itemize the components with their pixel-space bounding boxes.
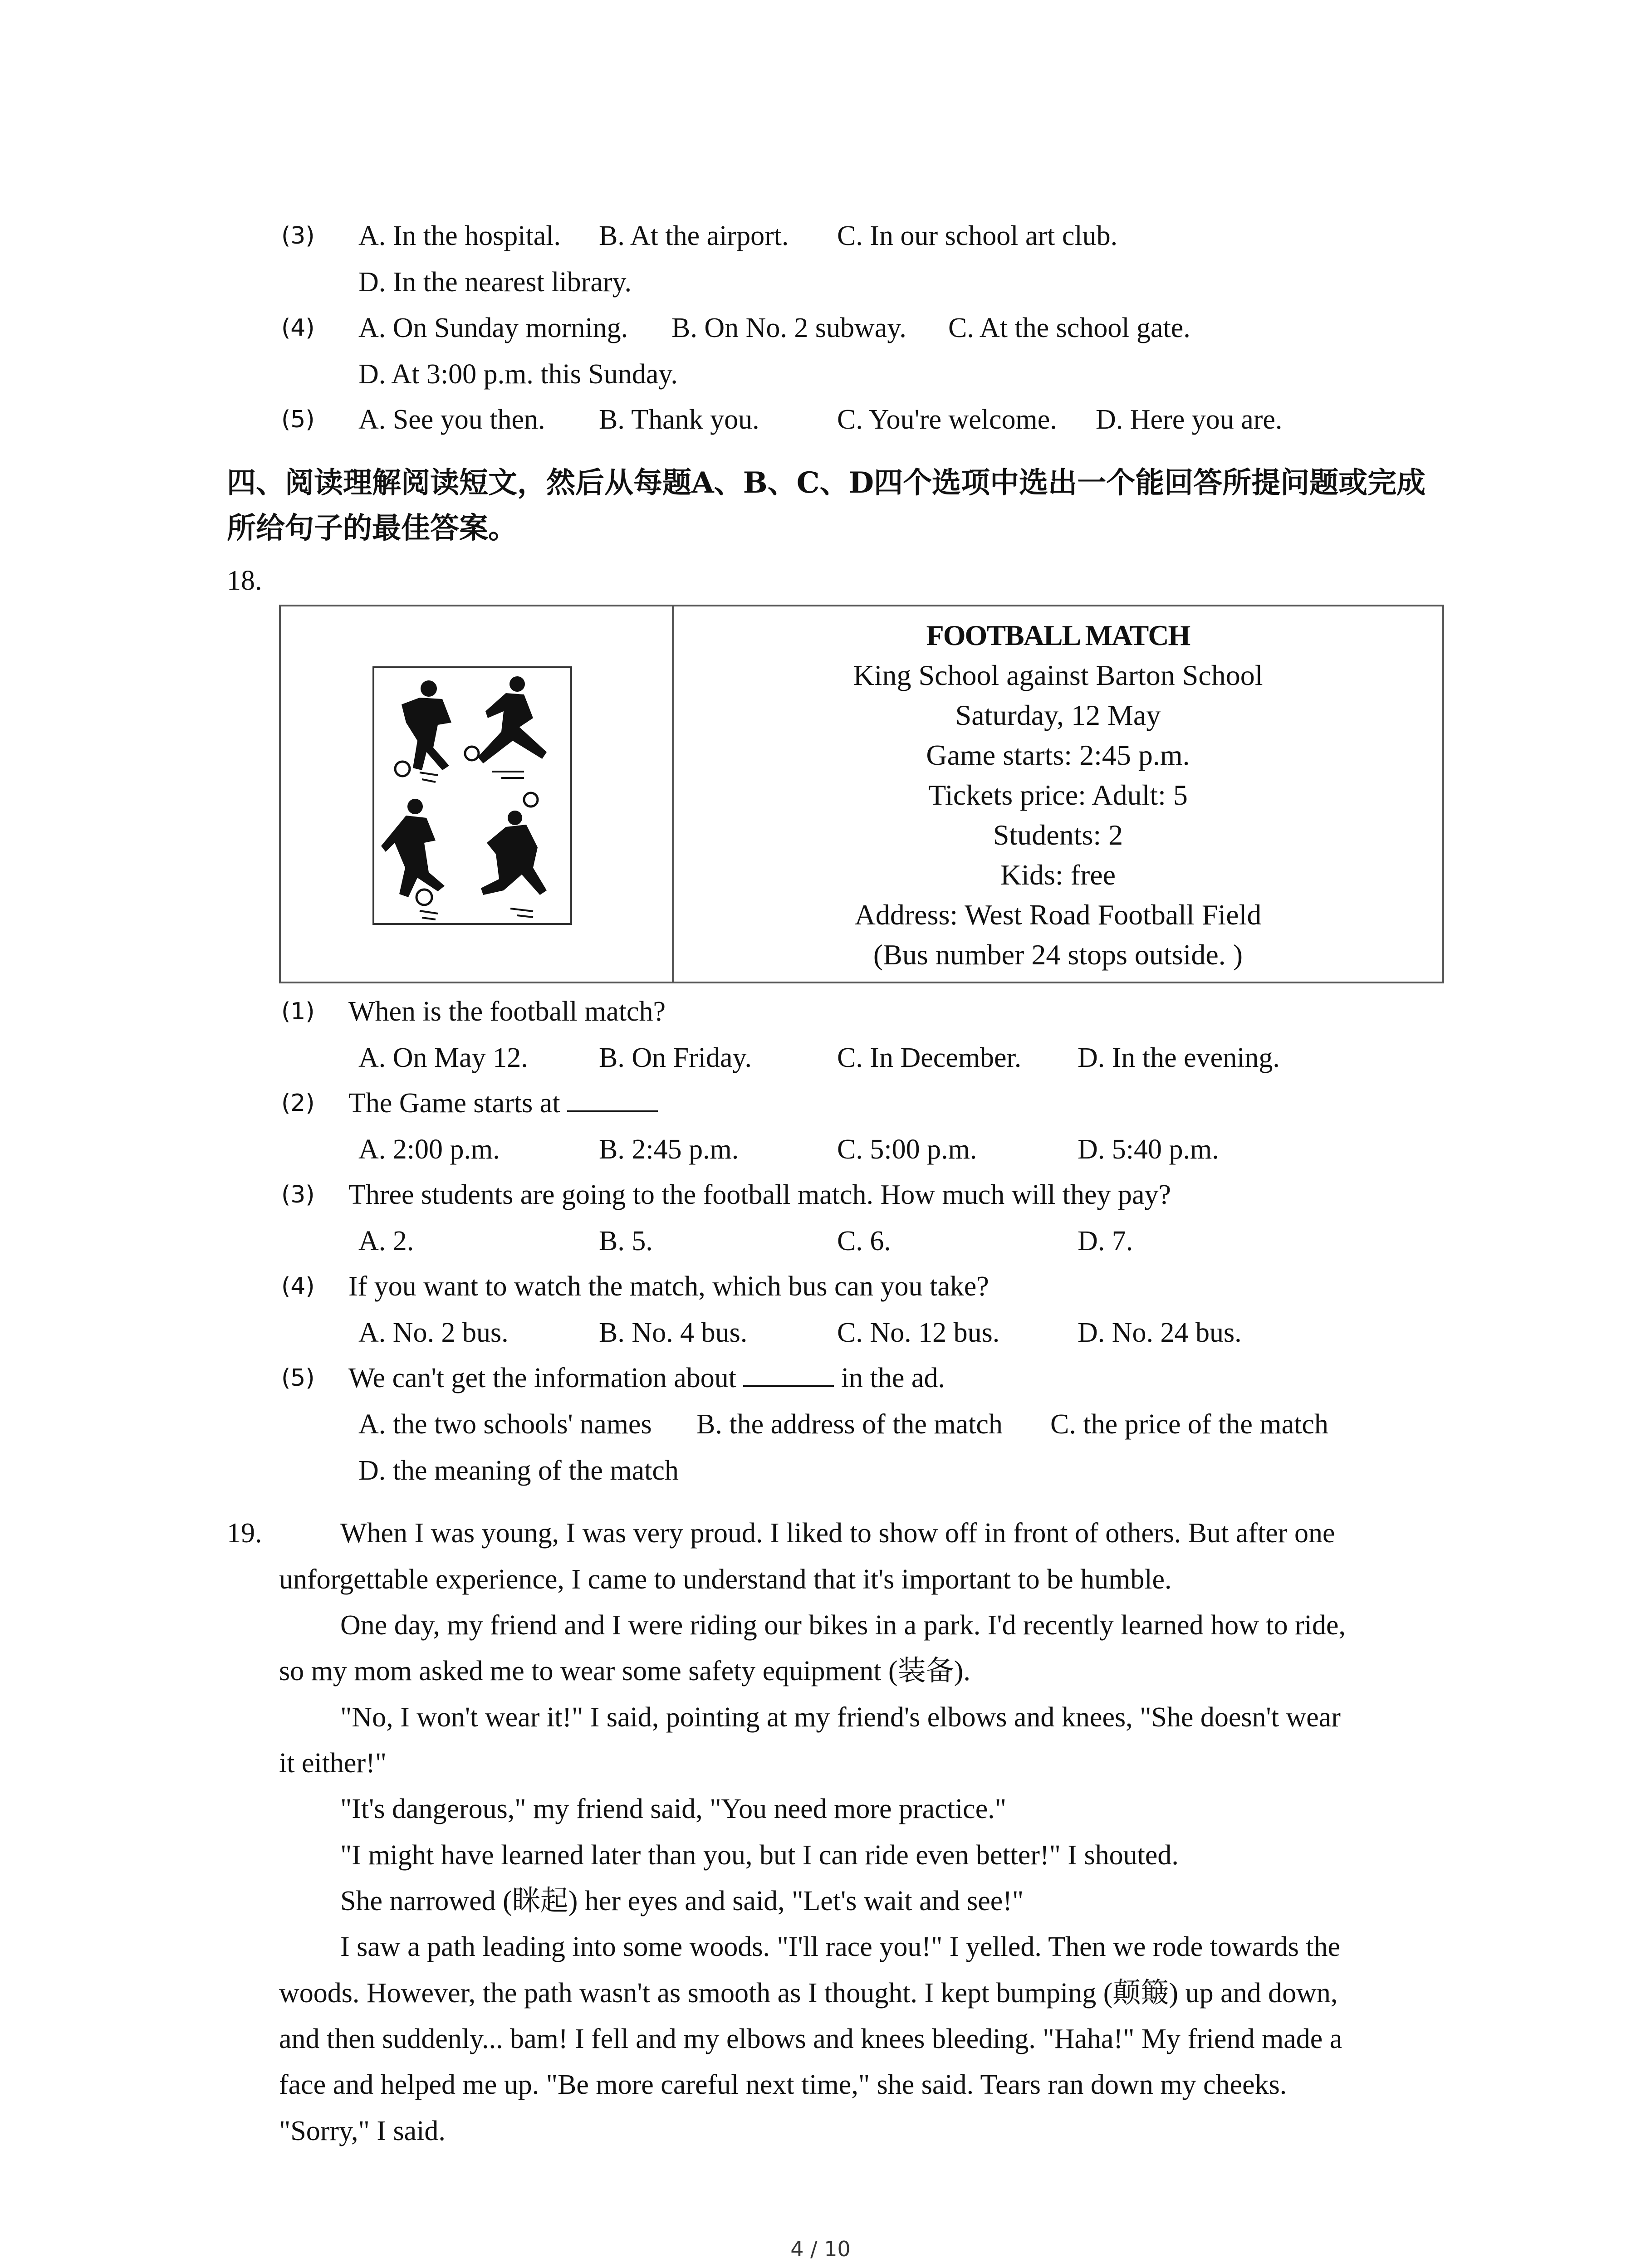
option-a: A. 2:00 p.m.: [358, 1134, 500, 1165]
passage-line: woods. However, the path wasn't as smooth as I thought. I kept bumping (颠簸) up and down,: [279, 1978, 1338, 2009]
section-heading-line1: 四、阅读理解阅读短文，然后从每题A、B、C、D四个选项中选出一个能回答所提问题或完成: [227, 466, 1426, 500]
question-number: (5): [281, 406, 315, 433]
option-b: B. 2:45 p.m.: [599, 1134, 739, 1165]
passage-line: and then suddenly... bam! I fell and my elbows and knees bleeding. "Haha!" My friend made a: [279, 2024, 1342, 2054]
option-d: D. Here you are.: [1096, 404, 1283, 435]
passage-line: so my mom asked me to wear some safety equipment (装备).: [279, 1656, 970, 1686]
option-c: C. In our school art club.: [837, 220, 1118, 251]
stem-text: in the ad.: [841, 1363, 945, 1393]
passage-line: "Sorry," I said.: [279, 2116, 446, 2146]
option-c: C. No. 12 bus.: [837, 1317, 1000, 1348]
option-c: C. the price of the match: [1050, 1409, 1328, 1440]
option-a: A. 2.: [358, 1226, 414, 1256]
option-d: D. No. 24 bus.: [1078, 1317, 1242, 1348]
stem-text: The Game starts at: [348, 1088, 560, 1119]
option-b: B. Thank you.: [599, 404, 759, 435]
option-a: A. On May 12.: [358, 1042, 528, 1073]
ad-image-cell: [281, 606, 674, 982]
question-stem: Three students are going to the football match. How much will they pay?: [348, 1179, 1171, 1210]
passage-line: One day, my friend and I were riding our bikes in a park. I'd recently learned how to ride,: [340, 1610, 1346, 1641]
question-number: (4): [281, 1273, 315, 1300]
question-stem: If you want to watch the match, which bus can you take?: [348, 1271, 989, 1302]
passage-line: "No, I won't wear it!" I said, pointing at my friend's elbows and knees, "She doesn't wear: [340, 1702, 1341, 1733]
passage-line: When I was young, I was very proud. I liked to show off in front of others. But after one: [340, 1518, 1335, 1549]
question-number: (5): [281, 1364, 315, 1392]
option-a: A. No. 2 bus.: [358, 1317, 509, 1348]
answer-blank: [567, 1085, 658, 1112]
option-d: D. 5:40 p.m.: [1078, 1134, 1219, 1165]
option-d: D. At 3:00 p.m. this Sunday.: [358, 359, 678, 390]
question-stem: [348, 1355, 945, 1401]
question-number: (4): [281, 314, 315, 342]
question-number: (2): [281, 1090, 315, 1117]
ad-line: Kids: free: [1000, 859, 1116, 891]
ad-line: Saturday, 12 May: [955, 699, 1161, 731]
option-a: A. the two schools' names: [358, 1409, 652, 1440]
option-d: D. 7.: [1078, 1226, 1133, 1256]
passage-line: face and helped me up. "Be more careful next time," she said. Tears ran down my cheeks.: [279, 2069, 1287, 2100]
passage-line: unforgettable experience, I came to understand that it's important to be humble.: [279, 1564, 1172, 1595]
question-label-18: 18.: [227, 565, 262, 596]
passage-line: "It's dangerous," my friend said, "You need more practice.": [340, 1794, 1007, 1824]
option-c: C. At the school gate.: [948, 313, 1190, 343]
football-players-image: [372, 666, 572, 925]
option-c: C. 6.: [837, 1226, 891, 1256]
option-b: B. 5.: [599, 1226, 653, 1256]
option-d: D. In the evening.: [1078, 1042, 1280, 1073]
question-stem: [348, 1080, 658, 1126]
ad-line: Address: West Road Football Field: [854, 899, 1262, 931]
option-b: B. At the airport.: [599, 220, 789, 251]
option-d: D. the meaning of the match: [358, 1455, 679, 1486]
page-number: 4 / 10: [790, 2237, 851, 2261]
question-number: (1): [281, 998, 315, 1025]
option-b: B. the address of the match: [696, 1409, 1003, 1440]
option-c: C. You're welcome.: [837, 404, 1057, 435]
option-a: A. On Sunday morning.: [358, 313, 628, 343]
option-c: C. 5:00 p.m.: [837, 1134, 977, 1165]
football-ad-table: [279, 605, 1444, 983]
option-a: A. See you then.: [358, 404, 545, 435]
question-stem: When is the football match?: [348, 996, 666, 1027]
ad-line: Students: 2: [993, 819, 1123, 851]
ad-line: Game starts: 2:45 p.m.: [926, 739, 1190, 771]
answer-blank: [743, 1360, 834, 1387]
ad-text-cell: [674, 606, 1442, 982]
football-players-icon: [374, 668, 570, 923]
passage-line: it either!": [279, 1748, 387, 1779]
option-c: C. In December.: [837, 1042, 1022, 1073]
passage-line: She narrowed (眯起) her eyes and said, "Let's wait and see!": [340, 1886, 1024, 1916]
ad-line: King School against Barton School: [853, 659, 1263, 691]
ad-line: Tickets price: Adult: 5: [928, 779, 1188, 811]
question-number: (3): [281, 222, 315, 249]
section-heading-line2: 所给句子的最佳答案。: [227, 511, 517, 545]
question-number: (3): [281, 1181, 315, 1208]
ad-title: FOOTBALL MATCH: [926, 619, 1190, 651]
ad-line: (Bus number 24 stops outside. ): [873, 938, 1243, 971]
option-b: B. No. 4 bus.: [599, 1317, 748, 1348]
passage-line: I saw a path leading into some woods. "I'll race you!" I yelled. Then we rode towards the: [340, 1931, 1341, 1962]
option-b: B. On No. 2 subway.: [671, 313, 906, 343]
stem-text: We can't get the information about: [348, 1363, 736, 1393]
option-b: B. On Friday.: [599, 1042, 752, 1073]
option-a: A. In the hospital.: [358, 220, 561, 251]
passage-line: "I might have learned later than you, but I can ride even better!" I shouted.: [340, 1840, 1179, 1871]
question-label-19: 19.: [227, 1518, 262, 1549]
option-d: D. In the nearest library.: [358, 267, 632, 298]
